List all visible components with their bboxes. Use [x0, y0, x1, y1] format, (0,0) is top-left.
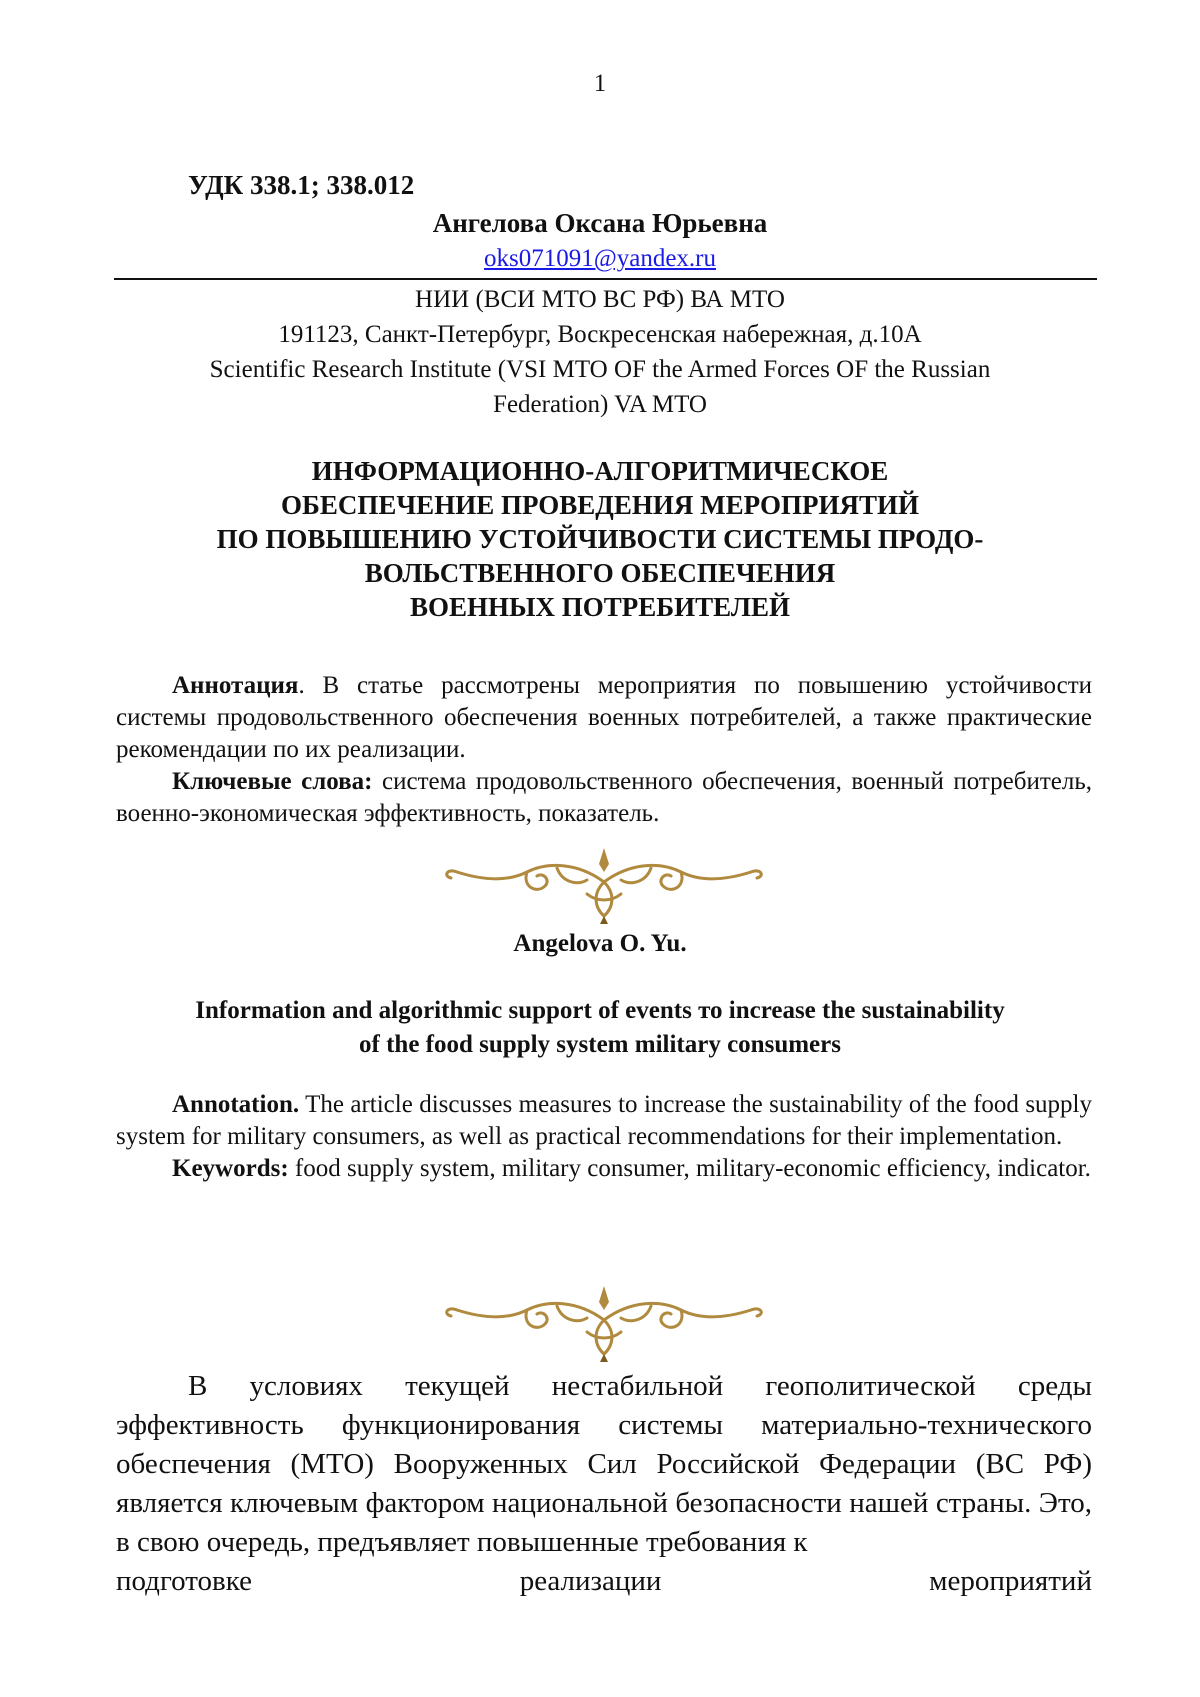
article-title-ru	[0, 454, 1200, 624]
affiliation	[0, 282, 1200, 422]
affiliation-line: Federation) VA MTO	[493, 391, 707, 418]
author-name: Ангелова Оксана Юрьевна	[432, 208, 768, 238]
annotation-en-text: The article discusses measures to increase the sustainability of the food supply system for military consumers, as well as practical recommendations for their implementation.	[116, 1091, 1092, 1150]
affiliation-line: 191123, Санкт-Петербург, Воскресенская набережная, д.10А	[278, 321, 922, 348]
annotation-en-label: Annotation.	[172, 1091, 300, 1118]
keywords-en-label: Keywords:	[172, 1155, 289, 1182]
keywords-en-text: food supply system, military consumer, military-economic efficiency, indicator.	[288, 1155, 1091, 1182]
body-last-line	[116, 1562, 1092, 1601]
affiliation-line: Scientific Research Institute (VSI MTO OF the Armed Forces OF the Russian	[209, 356, 991, 383]
body-paragraph: В условиях текущей нестабильной геополитической среды эффективность функционирования системы материально-технического обеспечения (МТО) Вооруженных Сил Российской Федерации (ВС РФ) является ключевым фактором национальной безопасности нашей страны. Это, в свою очередь, предъявляет повышенные требования к	[116, 1370, 1092, 1558]
keywords-text: система продовольственного обеспечения, военный потребитель, военно-экономическая эффективность, показатель.	[116, 768, 1092, 827]
keywords-en	[116, 1153, 1092, 1185]
author-email	[0, 245, 1200, 273]
annotation-ru	[116, 670, 1092, 766]
title-en-line: of the food supply system military consumers	[359, 1031, 841, 1058]
title-line: ПО ПОВЫШЕНИЮ УСТОЙЧИВОСТИ СИСТЕМЫ ПРОДО-	[216, 524, 984, 554]
title-line: ВОЕННЫХ ПОТРЕБИТЕЛЕЙ	[410, 592, 790, 622]
body-word: подготовке	[116, 1565, 252, 1597]
udk-code: УДК 338.1; 338.012	[188, 170, 415, 200]
affiliation-line: НИИ (ВСИ МТО ВС РФ) ВА МТО	[415, 286, 785, 313]
email-link[interactable]: oks071091@yandex.ru	[483, 245, 717, 272]
ornament-divider-icon	[437, 1280, 771, 1364]
title-line: ОБЕСПЕЧЕНИЕ ПРОВЕДЕНИЯ МЕРОПРИЯТИЙ	[281, 490, 919, 520]
header-divider	[114, 278, 1097, 280]
annotation-text: . В статье рассмотрены мероприятия по повышению устойчивости системы продовольственного обеспечения военных потребителей, а также практические рекомендации по их реализации.	[116, 672, 1092, 763]
keywords-label: Ключевые слова:	[172, 768, 373, 795]
author-name-en: Angelova O. Yu.	[513, 930, 687, 957]
article-title-en	[0, 994, 1200, 1062]
title-line: ВОЛЬСТВЕННОГО ОБЕСПЕЧЕНИЯ	[364, 558, 836, 588]
abstract-ru	[116, 670, 1092, 830]
annotation-label: Аннотация	[172, 672, 299, 699]
title-line: ИНФОРМАЦИОННО-АЛГОРИТМИЧЕСКОЕ	[311, 456, 889, 486]
body-text	[116, 1367, 1092, 1601]
page-number: 1	[593, 70, 607, 97]
annotation-en	[116, 1089, 1092, 1153]
ornament-divider-icon	[437, 842, 771, 926]
body-word: реализации	[519, 1565, 662, 1597]
title-en-line: Information and algorithmic support of events то increase the sustainability	[195, 997, 1005, 1024]
body-word: мероприятий	[929, 1565, 1092, 1597]
keywords-ru	[116, 766, 1092, 830]
abstract-en	[116, 1089, 1092, 1185]
